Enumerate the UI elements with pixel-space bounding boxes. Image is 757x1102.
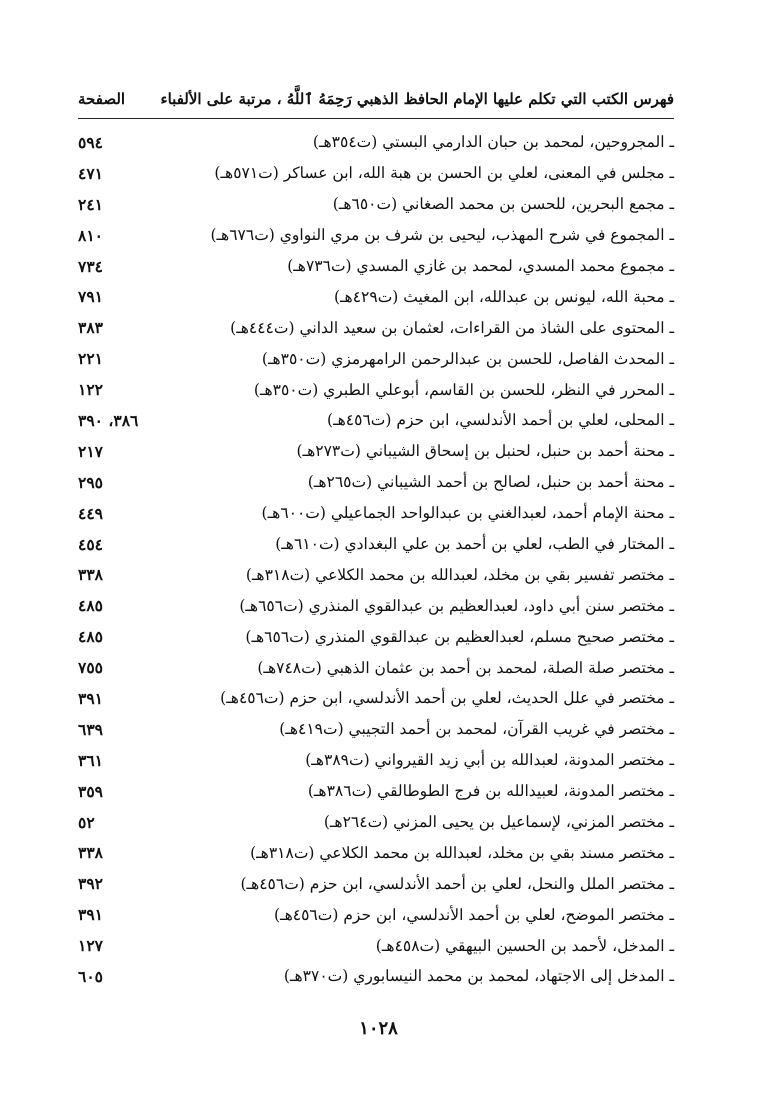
entry-page-number: ٥٩٤ xyxy=(78,132,103,152)
entry-page-number: ٣٥٩ xyxy=(78,781,103,801)
entry-title: ـ مختصر تفسير بقي بن مخلد، لعبدالله بن محمد الكلاعي (ت٣١٨هـ) xyxy=(245,565,674,584)
header-title: فهرس الكتب التي تكلم عليها الإمام الحافظ الذهبي رَحِمَهُ ٱللَّهُ ، مرتبة على الألفباء xyxy=(160,90,674,108)
entry-title: ـ المحرر في النظر، للحسن بن القاسم، أبوعلي الطبري (ت٣٥٠هـ) xyxy=(253,380,674,399)
index-entry-list xyxy=(78,127,674,992)
entry-title: ـ المجموع في شرح المهذب، ليحيى بن شرف بن مري النواوي (ت٦٧٦هـ) xyxy=(210,226,674,245)
header-rule xyxy=(78,118,674,119)
entry-title: ـ مختصر صحيح مسلم، لعبدالعظيم بن عبدالقوي المنذري (ت٦٥٦هـ) xyxy=(245,627,674,646)
entry-page-number: ٤٨٥ xyxy=(78,627,103,647)
entry-title: ـ مختصر صلة الصلة، لمحمد بن أحمد بن عثمان الذهبي (ت٧٤٨هـ) xyxy=(257,658,674,677)
index-entry xyxy=(78,158,674,189)
entry-title: ـ مختصر في علل الحديث، لعلي بن أحمد الأندلسي، ابن حزم (ت٤٥٦هـ) xyxy=(220,689,674,708)
entry-title: ـ محبة الله، ليونس بن عبدالله، ابن المغيث (ت٤٢٩هـ) xyxy=(333,287,674,306)
index-entry xyxy=(78,961,674,992)
index-entry xyxy=(78,868,674,899)
entry-title: ـ المحدث الفاصل، للحسن بن عبدالرحمن الرامهرمزي (ت٣٥٠هـ) xyxy=(261,349,674,368)
index-entry xyxy=(78,745,674,776)
index-entry xyxy=(78,652,674,683)
entry-title: ـ المجروحين، لمحمد بن حبان الدارمي البستي (ت٣٥٤هـ) xyxy=(312,133,674,152)
index-entry xyxy=(78,343,674,374)
index-entry xyxy=(78,436,674,467)
index-entry xyxy=(78,776,674,807)
entry-title: ـ محنة أحمد بن حنبل، لحنبل بن إسحاق الشيباني (ت٢٧٣هـ) xyxy=(296,442,674,461)
index-entry xyxy=(78,529,674,560)
entry-title: ـ المدخل، لأحمد بن الحسين البيهقي (ت٤٥٨هـ) xyxy=(375,936,674,955)
index-entry xyxy=(78,189,674,220)
entry-title: ـ المدخل إلى الاجتهاد، لمحمد بن محمد النيسابوري (ت٣٧٠هـ) xyxy=(283,967,674,986)
entry-page-number: ٧٣٤ xyxy=(78,256,103,276)
index-entry xyxy=(78,807,674,838)
entry-title: ـ مختصر في غريب القرآن، لمحمد بن أحمد التجيبي (ت٤١٩هـ) xyxy=(279,720,674,739)
index-entry xyxy=(78,498,674,529)
entry-page-number: ٣٩٢ xyxy=(78,874,103,894)
entry-page-number: ٣٨٦، ٣٩٠ xyxy=(78,410,139,430)
entry-page-number: ٢٢١ xyxy=(78,349,103,369)
entry-title: ـ مختصر الملل والنحل، لعلي بن أحمد الأندلسي، ابن حزم (ت٤٥٦هـ) xyxy=(240,874,674,893)
entry-title: ـ مجموع محمد المسدي، لمحمد بن غازي المسدي (ت٧٣٦هـ) xyxy=(287,257,674,275)
index-entry xyxy=(78,374,674,405)
entry-page-number: ٢١٧ xyxy=(78,441,103,461)
index-entry xyxy=(78,559,674,590)
index-entry xyxy=(78,312,674,343)
index-entry xyxy=(78,837,674,868)
index-entry xyxy=(78,281,674,312)
entry-title: ـ محنة أحمد بن حنبل، لصالح بن أحمد الشيباني (ت٢٦٥هـ) xyxy=(307,473,674,492)
entry-page-number: ٥٢ xyxy=(78,812,95,832)
entry-title: ـ مختصر المدونة، لعبيدالله بن فرج الطوطالقي (ت٣٨٦هـ) xyxy=(307,782,674,801)
index-entry xyxy=(78,621,674,652)
page-number: ١٠٢٨ xyxy=(359,1018,398,1039)
entry-title: ـ مختصر سنن أبي داود، لعبدالعظيم بن عبدالقوي المنذري (ت٦٥٦هـ) xyxy=(239,596,674,615)
index-entry xyxy=(78,714,674,745)
entry-page-number: ٦٠٥ xyxy=(78,966,103,986)
entry-page-number: ٣٣٨ xyxy=(78,843,103,863)
entry-title: ـ المحلى، لعلي بن أحمد الأندلسي، ابن حزم (ت٤٥٦هـ) xyxy=(327,411,674,430)
index-entry xyxy=(78,899,674,930)
page-column-label: الصفحة xyxy=(78,90,126,108)
entry-page-number: ٤٨٥ xyxy=(78,596,103,616)
entry-page-number: ٤٤٩ xyxy=(78,503,103,523)
entry-title: ـ المختار في الطب، لعلي بن أحمد بن علي البغدادي (ت٦١٠هـ) xyxy=(275,535,674,554)
entry-title: ـ محنة الإمام أحمد، لعبدالغني بن عبدالواحد الجماعيلي (ت٦٠٠هـ) xyxy=(261,504,674,523)
entry-page-number: ٣٩١ xyxy=(78,905,103,925)
entry-page-number: ٣٦١ xyxy=(78,750,103,770)
index-entry xyxy=(78,930,674,961)
entry-page-number: ٦٣٩ xyxy=(78,719,103,739)
entry-title: ـ مختصر المدونة، لعبدالله بن أبي زيد القيرواني (ت٣٨٩هـ) xyxy=(305,751,674,770)
index-entry xyxy=(78,220,674,251)
entry-page-number: ٢٩٥ xyxy=(78,472,103,492)
entry-page-number: ٤٧١ xyxy=(78,163,103,183)
index-entry xyxy=(78,405,674,436)
index-entry xyxy=(78,467,674,498)
entry-page-number: ١٢٢ xyxy=(78,380,103,400)
entry-title: ـ مختصر الموضح، لعلي بن أحمد الأندلسي، ابن حزم (ت٤٥٦هـ) xyxy=(274,905,674,924)
entry-title: ـ مختصر مسند بقي بن مخلد، لعبدالله بن محمد الكلاعي (ت٣١٨هـ) xyxy=(250,843,674,862)
entry-page-number: ٧٩١ xyxy=(78,287,103,307)
running-header xyxy=(78,84,674,114)
entry-page-number: ٨١٠ xyxy=(78,225,103,245)
entry-page-number: ٣٨٣ xyxy=(78,318,103,338)
entry-page-number: ٣٣٨ xyxy=(78,565,103,585)
index-entry xyxy=(78,127,674,158)
entry-page-number: ١٢٧ xyxy=(78,936,103,956)
entry-page-number: ٤٥٤ xyxy=(78,534,103,554)
index-entry xyxy=(78,251,674,282)
entry-title: ـ مختصر المزني، لإسماعيل بن يحيى المزني (ت٢٦٤هـ) xyxy=(323,813,674,832)
entry-page-number: ٢٤١ xyxy=(78,194,103,214)
index-entry xyxy=(78,683,674,714)
entry-page-number: ٣٩١ xyxy=(78,688,103,708)
entry-title: ـ مجلس في المعنى، لعلي بن الحسن بن هبة الله، ابن عساكر (ت٥٧١هـ) xyxy=(214,164,674,183)
entry-page-number: ٧٥٥ xyxy=(78,658,103,678)
entry-title: ـ المحتوى على الشاذ من القراءات، لعثمان بن سعيد الداني (ت٤٤٤هـ) xyxy=(230,318,674,337)
index-entry xyxy=(78,590,674,621)
entry-title: ـ مجمع البحرين، للحسن بن محمد الصغاني (ت٦٥٠هـ) xyxy=(332,195,674,214)
